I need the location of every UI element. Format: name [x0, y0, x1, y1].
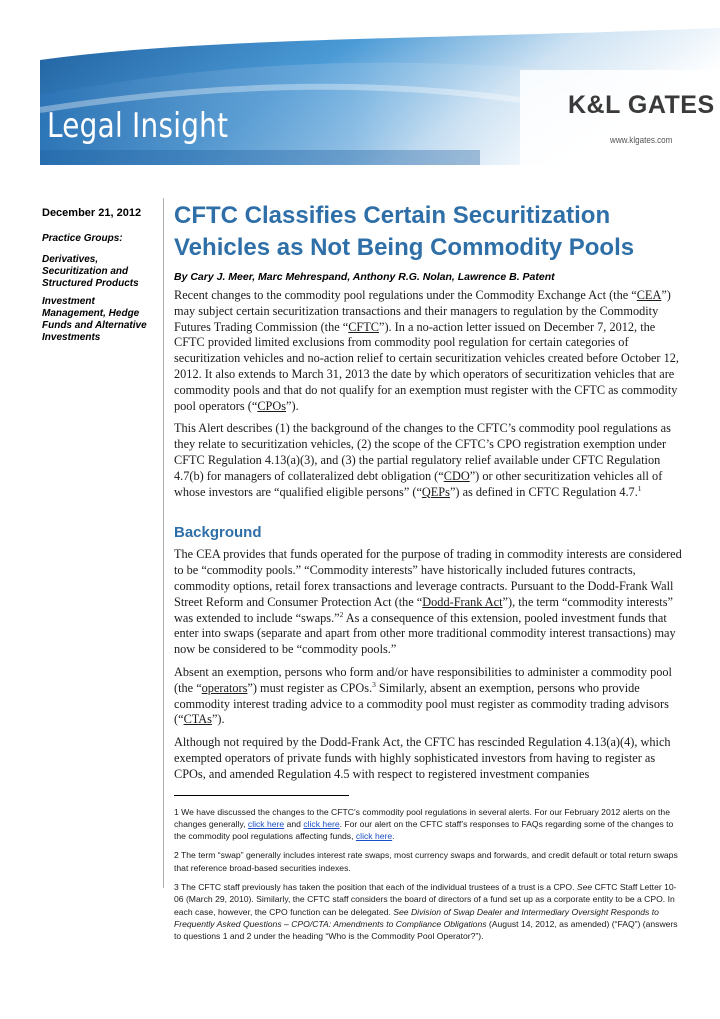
footnote-ref: 3 — [372, 679, 376, 689]
defined-term: CFTC — [348, 319, 379, 334]
paragraph-background-3: Although not required by the Dodd-Frank Act, the CFTC has rescinded Regulation 4.13(a)(4), which exempted operators of private funds with highly sophisticated investors from having to register as CPOs, and amended Regulation 4.5 with respect to registered investment companies — [174, 735, 671, 781]
practice-groups-label: Practice Groups: — [42, 233, 123, 244]
defined-term: CDO — [443, 468, 470, 483]
column-divider — [163, 198, 164, 888]
article — [174, 200, 686, 949]
defined-term: CTAs — [183, 712, 212, 727]
defined-term: CEA — [636, 288, 662, 302]
sidebar — [42, 207, 160, 350]
paragraph-background-2: Absent an exemption, persons who form and/or have responsibilities to administer a commodity pool (the “operators”) must register as CPOs.$^3$ Similarly, absent an exemption, persons who provide commodity interest trading advice to a commodity pool must register as commodity trading advisors (“CTAs”). — [174, 664, 672, 727]
logo-url: www.klgates.com — [610, 135, 673, 146]
footnote-2: 2 The term “swap” generally includes interest rate swaps, most currency swaps and forwards, and credit default or total return swaps that reference broad-based securities indexes. — [174, 850, 678, 873]
footnote-3: 3 The CFTC staff previously has taken the position that each of the individual trustees of a trust is a CPO. See CFTC Staff Letter 10-06 (March 29, 2010). Similarly, the CFTC staff considers the board of directors of a fund set up as a corporate entity to be a CPO. In each case, however, the CPO function can be delegated. See Division of Swap Dealer and Intermediary Oversight Responds to Frequently Asked Questions – CPO/CTA: Amendments to Compliance Obligations (August 14, 2012, as amended) (“FAQ”) (answers to questions 1 and 2 under the heading “Who is the Commodity Pool Operator?”). — [174, 882, 678, 942]
article-title: CFTC Classifies Certain Securitization Vehicles as Not Being Commodity Pools — [174, 202, 635, 261]
click-here-link[interactable]: click here — [303, 818, 340, 829]
footnote-1: 1 We have discussed the changes to the CFTC’s commodity pool regulations in several alerts. For our February 2012 alerts on the changes generally, click here and click here. For our alert on the CFTC staff’s responses to FAQs regarding some of the changes to the commodity pool regulations affecting funds, click here. — [174, 806, 674, 842]
practice-group-item: Derivatives, Securitization and Structured Products — [42, 254, 139, 289]
footnote-ref: 2 — [339, 609, 344, 619]
banner-title: Legal Insight — [47, 106, 229, 146]
paragraph-scope: This Alert describes (1) the background of the changes to the CFTC’s commodity pool regulations as they relate to securitization vehicles, (2) the scope of the CFTC’s CPO registration exemption under CFTC Regulation 4.13(a)(3), and (3) the partial regulatory relief available under CFTC Regulation 4.7(b) for managers of collateralized debt obligation (“CDO”) or other securitization vehicles all of whose investors are “qualified eligible persons” (“QEPs”) as defined in CFTC Regulation 4.7.$^1$ — [174, 421, 671, 499]
defined-term: QEPs — [421, 484, 450, 499]
footnote-rule — [174, 795, 349, 796]
defined-term: Dodd-Frank Act — [422, 594, 503, 609]
paragraph-intro: Recent changes to the commodity pool regulations under the Commodity Exchange Act (the “CEA”) may subject certain securitization transactions and their managers to regulation by the Commodity Futures Trading Commission (the “CFTC”). In a no-action letter issued on December 7, 2012, the CFTC provided limited exclusions from commodity pool regulation for certain categories of securitization vehicles and no-action relief to certain securitization vehicles created before October 12, 2012. It also extends to March 31, 2013 the date by which operators of securitization vehicles that are commodity pools and that do not qualify for an exemption must register with the CFTC as commodity pool operators (“CPOs”). — [174, 288, 679, 413]
footnote-ref: 1 — [637, 483, 642, 493]
defined-term: operators — [201, 680, 248, 695]
kl-gates-logo: K&L GATES — [568, 91, 715, 119]
byline: By Cary J. Meer, Marc Mehrespand, Anthony R.G. Nolan, Lawrence B. Patent — [174, 271, 555, 283]
section-heading: Background — [174, 524, 262, 542]
publication-date: December 21, 2012 — [42, 207, 142, 219]
paragraph-background-1: The CEA provides that funds operated for the purpose of trading in commodity interests are considered to be “commodity pools.” “Commodity interests” have historically included futures contracts, commodity options, retail forex transactions and leverage contracts. Pursuant to the Dodd-Frank Wall Street Reform and Consumer Protection Act (the “Dodd-Frank Act”), the term “commodity interests” was extended to include “swaps.”$^2$ As a consequence of this extension, pooled investment funds that enter into swaps (separate and apart from other more traditional commodity interest transactions) may now be considered to be “commodity pools.” — [174, 547, 682, 657]
click-here-link[interactable]: click here — [247, 818, 285, 829]
practice-group-item: Investment Management, Hedge Funds and Alternative Investments — [42, 296, 147, 343]
defined-term: CPOs — [257, 398, 287, 413]
click-here-link[interactable]: click here — [355, 831, 393, 842]
header-banner — [0, 0, 720, 165]
